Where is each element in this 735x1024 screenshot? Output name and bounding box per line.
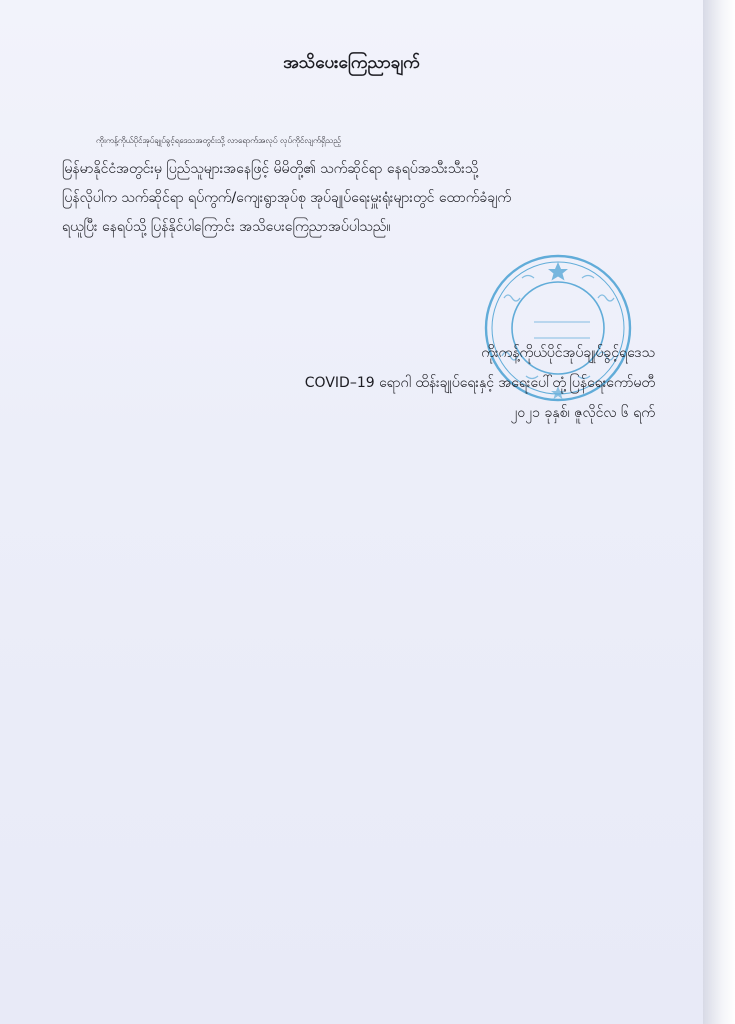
document-title: အသိပေးကြေညာချက် — [283, 53, 420, 73]
announcement-body — [62, 126, 660, 242]
signature-authority: ကိုးကန့်ကိုယ်ပိုင်အုပ်ချုပ်ခွင့်ရဒေသ — [481, 345, 655, 361]
signature-committee: COVID–19 ရောဂါ ထိန်းချုပ်ရေးနှင့် အရေးပေါ်တုံ့ပြန်ရေးကော်မတီ — [304, 375, 655, 391]
scan-edge — [703, 0, 735, 1024]
body-line: ကိုးကန့်ကိုယ်ပိုင်အုပ်ချုပ်ခွင့်ရဒေသအတွင်းသို့ လာရောက်အလုပ် လုပ်ကိုင်လျက်ရှိသည့် — [96, 136, 341, 145]
body-line: မြန်မာနိုင်ငံအတွင်းမှ ပြည်သူများအနေဖြင့် မိမိတို့၏ သက်ဆိုင်ရာ နေရပ်အသီးသီးသို့ — [62, 161, 479, 177]
signature-date: ၂၀၂၁ ခုနှစ်၊ ဇူလိုင်လ ၆ ရက် — [510, 405, 655, 421]
body-line: ရယူပြီး နေရပ်သို့ ပြန်နိုင်ပါကြောင်း အသိပေးကြေညာအပ်ပါသည်။ — [62, 219, 391, 235]
body-line: ပြန်လိုပါက သက်ဆိုင်ရာ ရပ်ကွက်/ကျေးရွာအုပ်စု အုပ်ချုပ်ရေးမှူးရုံးများတွင် ထောက်ခံချက် — [62, 190, 512, 206]
